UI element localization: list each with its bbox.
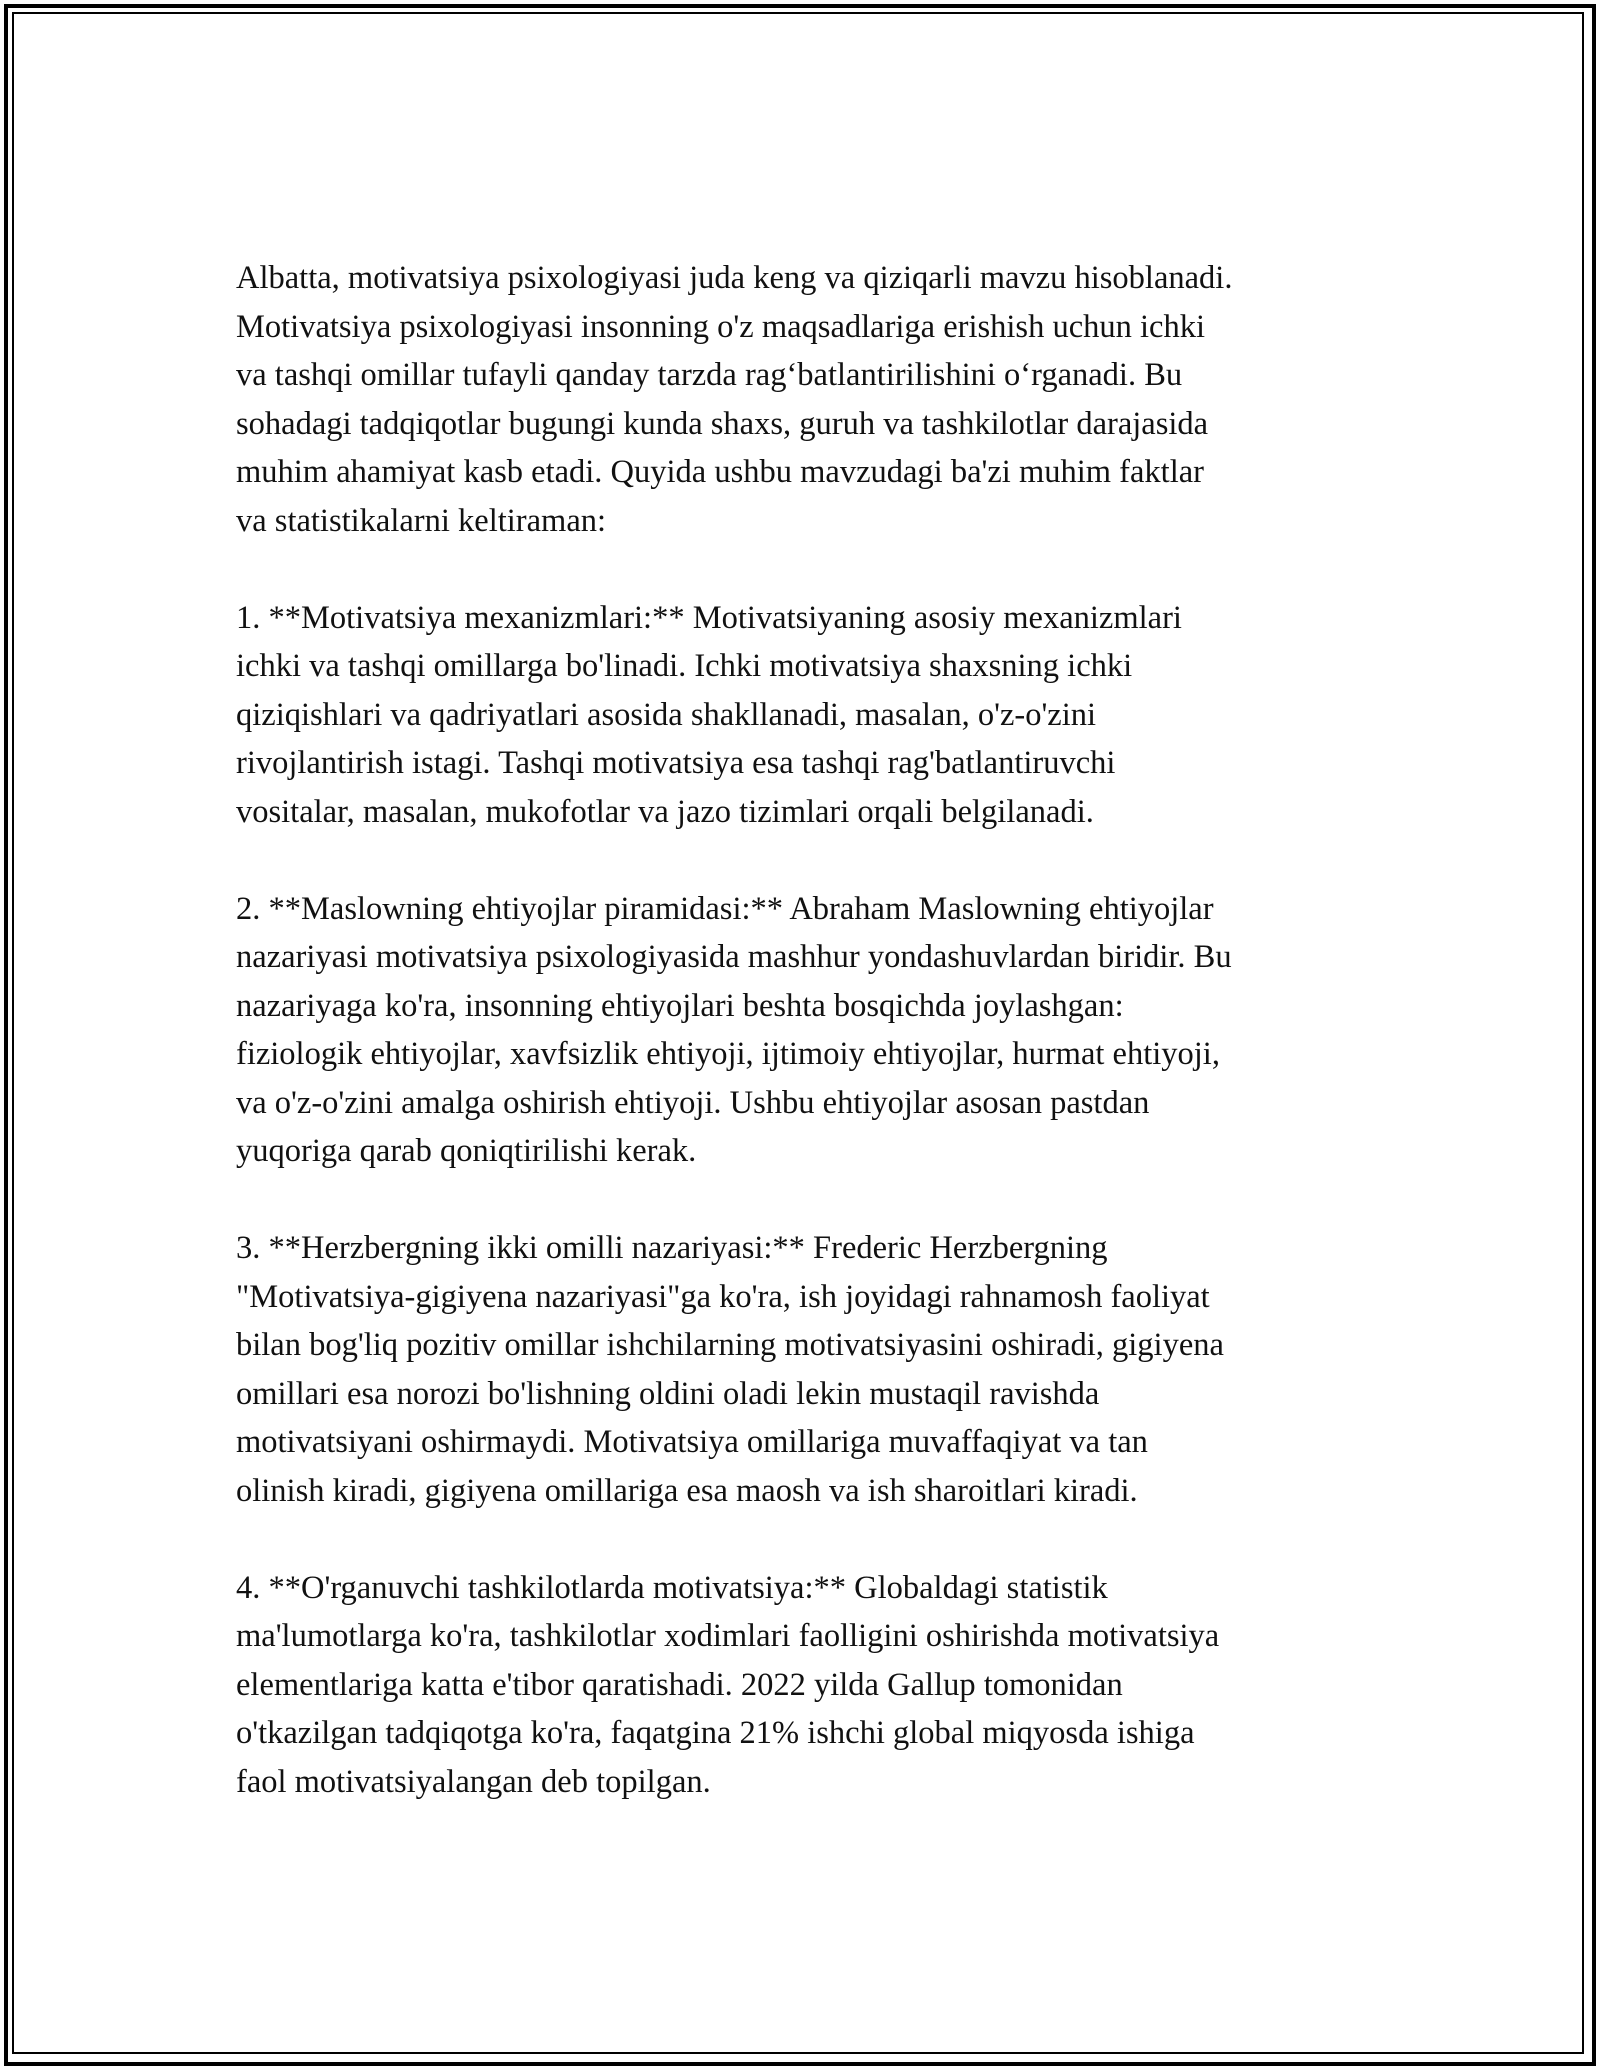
text-line: sohadagi tadqiqotlar bugungi kunda shaxs, guruh va tashkilotlar darajasida [236, 405, 1209, 442]
text-line: fiziologik ehtiyojlar, xavfsizlik ehtiyoji, ijtimoiy ehtiyojlar, hurmat ehtiyoji, [236, 1036, 1220, 1072]
text-line: va statistikalarni keltiraman: [236, 502, 607, 539]
text-line: elementlariga katta e'tibor qaratishadi. 2022 yilda Gallup tomonidan [236, 1666, 1123, 1703]
document-body [236, 254, 1376, 1855]
text-line: bilan bog'liq pozitiv omillar ishchilarning motivatsiyasini oshiradi, gigiyena [236, 1327, 1224, 1363]
text-line: qiziqishlari va qadriyatlari asosida shakllanadi, masalan, o'z-o'zini [236, 696, 1097, 733]
text-line: vositalar, masalan, mukofotlar va jazo tizimlari orqali belgilanadi. [236, 793, 1094, 830]
text-line: yuqoriga qarab qoniqtirilishi kerak. [236, 1133, 697, 1169]
text-line: 4. **O'rganuvchi tashkilotlarda motivatsiya:** Globaldagi statistik [236, 1569, 1108, 1606]
text-line: muhim ahamiyat kasb etadi. Quyida ushbu mavzudagi ba'zi muhim faktlar [236, 454, 1204, 490]
item-2-paragraph [236, 885, 1376, 1176]
item-1-paragraph [236, 594, 1376, 837]
text-line: 1. **Motivatsiya mexanizmlari:** Motivatsiyaning asosiy mexanizmlari [236, 599, 1182, 636]
intro-paragraph [236, 254, 1376, 545]
text-line: ma'lumotlarga ko'ra, tashkilotlar xodimlari faolligini oshirishda motivatsiya [236, 1618, 1220, 1654]
text-line: ichki va tashqi omillarga bo'linadi. Ichki motivatsiya shaxsning ichki [236, 648, 1133, 684]
text-line: 2. **Maslowning ehtiyojlar piramidasi:** Abraham Maslowning ehtiyojlar [236, 890, 1214, 927]
text-line: va o'z-o'zini amalga oshirish ehtiyoji. Ushbu ehtiyojlar asosan pastdan [236, 1084, 1150, 1121]
text-line: omillari esa norozi bo'lishning oldini oladi lekin mustaqil ravishda [236, 1375, 1100, 1412]
item-4-paragraph [236, 1564, 1376, 1807]
text-line: olinish kiradi, gigiyena omillariga esa maosh va ish sharoitlari kiradi. [236, 1472, 1138, 1509]
text-line: 3. **Herzbergning ikki omilli nazariyasi:** Frederic Herzbergning [236, 1230, 1108, 1266]
text-line: nazariyaga ko'ra, insonning ehtiyojlari beshta bosqichda joylashgan: [236, 987, 1124, 1024]
text-line: motivatsiyani oshirmaydi. Motivatsiya omillariga muvaffaqiyat va tan [236, 1424, 1148, 1460]
text-line: Albatta, motivatsiya psixologiyasi juda keng va qiziqarli mavzu hisoblanadi. [236, 260, 1233, 296]
text-line: "Motivatsiya-gigiyena nazariyasi"ga ko'ra, ish joyidagi rahnamosh faoliyat [236, 1278, 1210, 1315]
text-line: o'tkazilgan tadqiqotga ko'ra, faqatgina 21% ishchi global miqyosda ishiga [236, 1715, 1195, 1751]
item-3-paragraph [236, 1224, 1376, 1515]
text-line: faol motivatsiyalangan deb topilgan. [236, 1763, 711, 1800]
text-line: Motivatsiya psixologiyasi insonning o'z maqsadlariga erishish uchun ichki [236, 308, 1205, 345]
text-line: va tashqi omillar tufayli qanday tarzda rag‘batlantirilishini o‘rganadi. Bu [236, 357, 1183, 393]
text-line: rivojlantirish istagi. Tashqi motivatsiya esa tashqi rag'batlantiruvchi [236, 745, 1116, 781]
text-line: nazariyasi motivatsiya psixologiyasida mashhur yondashuvlardan biridir. Bu [236, 939, 1232, 975]
